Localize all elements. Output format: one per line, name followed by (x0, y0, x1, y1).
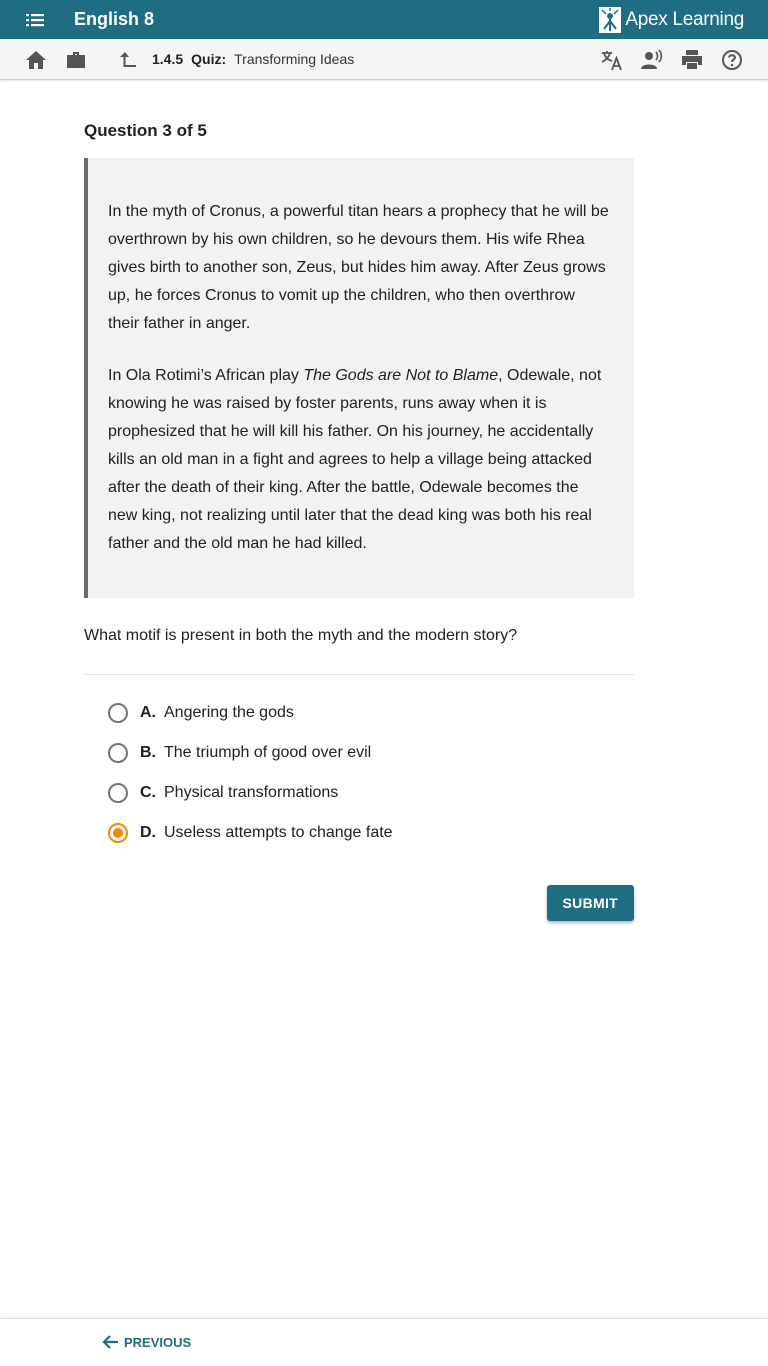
toolbar (0, 39, 768, 80)
option-a[interactable] (108, 693, 634, 733)
option-d[interactable] (108, 813, 634, 853)
radio-button[interactable] (108, 703, 128, 723)
question-counter: Question 3 of 5 (84, 121, 207, 140)
text-to-speech-icon[interactable] (640, 48, 664, 72)
footer-nav (0, 1318, 768, 1366)
radio-button-selected[interactable] (108, 823, 128, 843)
option-c[interactable] (108, 773, 634, 813)
option-text: The triumph of good over evil (164, 744, 372, 761)
passage-text: In Ola Rotimi’s African play (108, 367, 304, 384)
play-title: The Gods are Not to Blame (303, 367, 499, 384)
lesson-number: 1.4.5 (152, 51, 184, 67)
option-b[interactable] (108, 733, 634, 773)
reading-passage (84, 158, 634, 598)
previous-button[interactable] (102, 1333, 191, 1351)
previous-label: PREVIOUS (124, 1334, 192, 1350)
help-icon[interactable] (720, 48, 744, 72)
question-prompt: What motif is present in both the myth and the modern story? (84, 626, 634, 675)
translate-icon[interactable] (600, 48, 624, 72)
radio-button[interactable] (108, 743, 128, 763)
answer-options (84, 693, 634, 853)
up-arrow-icon[interactable] (116, 48, 140, 72)
print-icon[interactable] (680, 48, 704, 72)
top-bar (0, 0, 768, 39)
submit-button[interactable]: SUBMIT (547, 885, 634, 921)
option-text: Angering the gods (164, 704, 294, 721)
activity-type: Quiz: (191, 51, 227, 67)
passage-paragraph: In the myth of Cronus, a powerful titan hears a prophecy that he will be overthrown by his own children, so he devours them. His wife Rhea gives birth to another son, Zeus, but hides him away. After Zeus grows up, he forces Cronus to vomit up the children, who then overthrow their father in anger. (108, 203, 609, 332)
option-letter: D. (140, 824, 156, 841)
passage-paragraph (108, 362, 610, 558)
arrow-left-icon (102, 1333, 120, 1351)
menu-icon[interactable] (24, 10, 48, 30)
submit-row (84, 885, 634, 921)
option-letter: A. (140, 704, 156, 721)
radio-button[interactable] (108, 783, 128, 803)
passage-text: , Odewale, not knowing he was raised by foster parents, runs away when it is prophesized that he will kill his father. On his journey, he accidentally kills an old man in a fight and agrees to help a village being attacked after the death of their king. After the battle, Odewale becomes the new king, not realizing until later that the dead king was both his real father and the old man he had killed. (108, 367, 602, 552)
activity-name: Transforming Ideas (234, 51, 355, 67)
option-text: Physical transformations (164, 784, 339, 801)
course-title: English 8 (74, 9, 155, 29)
brand-logo (599, 7, 744, 33)
breadcrumb (152, 51, 354, 67)
brand-name: Apex Learning (625, 9, 744, 30)
apex-logo-icon (599, 7, 621, 33)
option-letter: B. (140, 744, 156, 761)
home-icon[interactable] (24, 48, 48, 72)
option-letter: C. (140, 784, 156, 801)
question-content (84, 80, 634, 921)
briefcase-icon[interactable] (64, 48, 88, 72)
option-text: Useless attempts to change fate (164, 824, 393, 841)
